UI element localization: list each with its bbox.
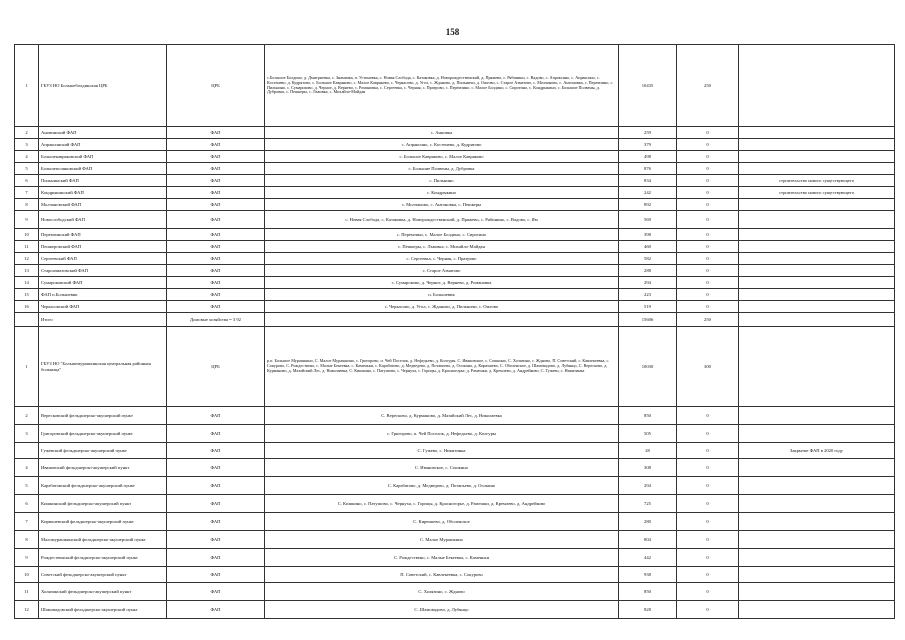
cell-note bbox=[739, 289, 895, 301]
cell-facility-name: Новослободский ФАП bbox=[39, 211, 167, 229]
cell-note bbox=[739, 139, 895, 151]
cell-service-area: С. Малое Мурашкино bbox=[265, 531, 619, 549]
cell-facility-type: Домовые хозяйства = 3 92 bbox=[167, 313, 265, 327]
table-row bbox=[15, 301, 895, 313]
cell-population: 379 bbox=[619, 139, 677, 151]
cell-row-number: 3 bbox=[15, 425, 39, 443]
cell-beds: 300 bbox=[677, 327, 739, 407]
cell-service-area: с. Анновка bbox=[265, 127, 619, 139]
cell-row-number: 1 bbox=[15, 45, 39, 127]
cell-facility-type: ФАП bbox=[167, 253, 265, 265]
cell-service-area: с.Большое Болдино, д. Дмитриевка, с. Знаменка, п. Устиновка, с. Новая Слобода, с. Казаковка, д. Новорождественский, д. Пряжево, с. Рябинино, с. Вадово, с. Апраксино, с. Апраксино, с. Костенево, д. Кудрятово, с. Большое Кавряково, с. Малое Кавряково, с. Черкасово, д. Угол, с. Жданово, д. Пильничи, д. Ожгово, с. Старое Азматово, с. Молчаново, с. Антоновка, с. Перемзино, с. Пильнино, с. Сумароково, д. Черное, д. Вернево, с. Романовка, с. Сергеевка, с. Черная, с. Пратрово, с. Перемзино, с. Малое Болдино, с. Сиротино, с. Кондрыкино, с. Большие Полвены, д. Дубровка, с. Пешкеры, с. Львовка, с. Михайло-Майдан bbox=[265, 45, 619, 127]
cell-note bbox=[739, 425, 895, 443]
cell-note bbox=[739, 163, 895, 175]
cell-service-area: с. Новая Слобода, с. Казаковка, д. Новорождественский, д. Пряжево, с. Рябинино, с. Вадово, с. Ям bbox=[265, 211, 619, 229]
cell-note bbox=[739, 549, 895, 567]
cell-row-number: 11 bbox=[15, 241, 39, 253]
cell-note bbox=[739, 301, 895, 313]
cell-facility-name: Большеполяновский ФАП bbox=[39, 163, 167, 175]
cell-population: 294 bbox=[619, 277, 677, 289]
cell-facility-name: Советский фельдшерско-акушерский пункт bbox=[39, 567, 167, 583]
cell-facility-type: ФАП bbox=[167, 477, 265, 495]
table-row bbox=[15, 187, 895, 199]
cell-beds: 0 bbox=[677, 229, 739, 241]
cell-beds: 0 bbox=[677, 407, 739, 425]
table-row bbox=[15, 513, 895, 531]
cell-service-area: С. Рождествено, с. Малые Бекеевка, с. Каменьки bbox=[265, 549, 619, 567]
cell-row-number: 4 bbox=[15, 459, 39, 477]
cell-row-number: 1 bbox=[15, 327, 39, 407]
table-row bbox=[15, 327, 895, 407]
cell-beds: 0 bbox=[677, 459, 739, 477]
cell-service-area: с. Кондрыкино bbox=[265, 187, 619, 199]
cell-facility-name: Перемзинский ФАП bbox=[39, 229, 167, 241]
table-row bbox=[15, 495, 895, 513]
cell-row-number: 6 bbox=[15, 175, 39, 187]
cell-facility-type: ФАП bbox=[167, 425, 265, 443]
cell-beds: 0 bbox=[677, 513, 739, 531]
cell-service-area: П. Советский, с. Кавлекеевка, с. Сокурово bbox=[265, 567, 619, 583]
cell-facility-type: ФАП bbox=[167, 211, 265, 229]
cell-service-area: с. Пильнино bbox=[265, 175, 619, 187]
table-row bbox=[15, 549, 895, 567]
cell-population: 259 bbox=[619, 127, 677, 139]
cell-row-number: 16 bbox=[15, 301, 39, 313]
cell-facility-name: Вересковский фельдшерско-акушерский пункт bbox=[39, 407, 167, 425]
cell-facility-name: Холязинский фельдшерско-акушерский пункт bbox=[39, 583, 167, 601]
cell-note bbox=[739, 211, 895, 229]
cell-service-area: С. Карабатово, д. Медведево, д. Потапьево, д. Осокино bbox=[265, 477, 619, 495]
cell-population: 308 bbox=[619, 459, 677, 477]
cell-facility-type: ФАП bbox=[167, 229, 265, 241]
table-row bbox=[15, 175, 895, 187]
cell-beds: 0 bbox=[677, 211, 739, 229]
cell-population: 505 bbox=[619, 425, 677, 443]
cell-note bbox=[739, 151, 895, 163]
cell-service-area: р.п. Большое Мурашкино, С. Малое Мурашкино, с. Григорово, п. Чей Поселок, д. Нефедьево, д. Колгуры, С. Ивановское, с. Сошкино, С. Холязино, с. Ждново, П. Советский, с. Кавлекеевка, с. Сокурово, С. Рождествено, с. Малые Бекеевка, с. Каменьки, с. Карабатово, д. Медведево, д. Потапьево, д. Осокино, д. Кирюшево, С. Оболенское, д. Шамовадово, д. Лубянцо, С. Вересково, д. Курманово, д. Мазайский Лес, д. Николаевка, С. Кишкино, с. Патушово, с. Чернуха, с. Горицы, д. Красногорье, д. Рамешки, д. Кремлево, д. Андрейково, С. Гужево, с. Никитинка bbox=[265, 327, 619, 407]
cell-row-number: 2 bbox=[15, 127, 39, 139]
cell-facility-name: Карабатовский фельдшерско-акушерский пункт bbox=[39, 477, 167, 495]
cell-note bbox=[739, 241, 895, 253]
cell-population: 223 bbox=[619, 289, 677, 301]
table-row bbox=[15, 443, 895, 459]
cell-beds: 0 bbox=[677, 163, 739, 175]
cell-service-area: С. Кишкино, с. Патушово, с. Чернуха, с. Горицы, д. Красногорье, д. Рамешки, д. Кремлево, д. Андрейково bbox=[265, 495, 619, 513]
cell-beds: 0 bbox=[677, 583, 739, 601]
table-row bbox=[15, 459, 895, 477]
cell-service-area: п. Большевик bbox=[265, 289, 619, 301]
cell-facility-name: Ановинский ФАП bbox=[39, 127, 167, 139]
cell-population: 242 bbox=[619, 187, 677, 199]
cell-facility-type: ФАП bbox=[167, 175, 265, 187]
cell-row-number: 10 bbox=[15, 229, 39, 241]
table-body bbox=[15, 45, 895, 619]
cell-row-number: 2 bbox=[15, 407, 39, 425]
cell-beds: 0 bbox=[677, 277, 739, 289]
cell-facility-name: ФАП п.Большевик bbox=[39, 289, 167, 301]
table-row bbox=[15, 265, 895, 277]
cell-population: 280 bbox=[619, 513, 677, 531]
cell-beds: 0 bbox=[677, 549, 739, 567]
cell-note bbox=[739, 601, 895, 619]
cell-service-area bbox=[265, 313, 619, 327]
cell-service-area: С. Шамовадово, д. Лубянцо bbox=[265, 601, 619, 619]
cell-facility-name: Кирюшевский фельдшерско-акушерский пункт bbox=[39, 513, 167, 531]
table-row bbox=[15, 151, 895, 163]
cell-population: 442 bbox=[619, 549, 677, 567]
cell-beds: 0 bbox=[677, 127, 739, 139]
cell-facility-name: ГБУЗ НО "Большемурашкинская центральная районная больница" bbox=[39, 327, 167, 407]
cell-facility-name: Кишкинский фельдшерско-акушерский пункт bbox=[39, 495, 167, 513]
cell-service-area: с. Апраксино, с. Костенево, д. Кудрятово bbox=[265, 139, 619, 151]
cell-population: 804 bbox=[619, 531, 677, 549]
cell-facility-name: Кондрыкинский ФАП bbox=[39, 187, 167, 199]
cell-beds: 0 bbox=[677, 253, 739, 265]
cell-population: 10435 bbox=[619, 45, 677, 127]
cell-note bbox=[739, 45, 895, 127]
cell-row-number: 14 bbox=[15, 277, 39, 289]
cell-facility-type: ФАП bbox=[167, 151, 265, 163]
cell-population: 582 bbox=[619, 253, 677, 265]
cell-facility-type: ФАП bbox=[167, 199, 265, 211]
cell-row-number: 11 bbox=[15, 583, 39, 601]
cell-beds: 0 bbox=[677, 567, 739, 583]
cell-note bbox=[739, 477, 895, 495]
cell-population: 850 bbox=[619, 407, 677, 425]
table-row bbox=[15, 477, 895, 495]
cell-facility-type: ФАП bbox=[167, 583, 265, 601]
cell-note: Закрытие ФАП в 2020 году bbox=[739, 443, 895, 459]
cell-row-number bbox=[15, 443, 39, 459]
cell-beds: 0 bbox=[677, 477, 739, 495]
cell-note bbox=[739, 313, 895, 327]
cell-facility-name: Сергеевский ФАП bbox=[39, 253, 167, 265]
cell-facility-name: Пешкеровский ФАП bbox=[39, 241, 167, 253]
cell-service-area: с. Большое Кавряково, с. Малое Кавряково bbox=[265, 151, 619, 163]
cell-population: 569 bbox=[619, 211, 677, 229]
cell-facility-type: ЦРБ bbox=[167, 327, 265, 407]
cell-beds: 0 bbox=[677, 199, 739, 211]
cell-note: строительство нового существующего bbox=[739, 187, 895, 199]
cell-service-area: С. Холязино, с. Ждново bbox=[265, 583, 619, 601]
cell-facility-type: ФАП bbox=[167, 187, 265, 199]
cell-service-area: с. Перемзино, с. Малое Болдино, с. Сиротино bbox=[265, 229, 619, 241]
table-row bbox=[15, 289, 895, 301]
cell-row-number bbox=[15, 313, 39, 327]
facilities-table bbox=[14, 44, 895, 619]
cell-service-area: с. Григорово, п. Чей Поселок, д. Нефедьево, д. Колгуры bbox=[265, 425, 619, 443]
cell-note bbox=[739, 407, 895, 425]
cell-note bbox=[739, 495, 895, 513]
cell-population: 850 bbox=[619, 583, 677, 601]
cell-row-number: 12 bbox=[15, 253, 39, 265]
cell-service-area: с. Черкасово, д. Угол, с. Жданово, д. Пильничи, с. Ожгово bbox=[265, 301, 619, 313]
cell-service-area: с. Сумароково, д. Черное, д. Вернево, д. Романовка bbox=[265, 277, 619, 289]
cell-facility-type: ФАП bbox=[167, 277, 265, 289]
cell-row-number: 6 bbox=[15, 495, 39, 513]
cell-row-number: 13 bbox=[15, 265, 39, 277]
cell-facility-name: ГБУЗ НО Большеболдинская ЦРБ bbox=[39, 45, 167, 127]
cell-facility-name: Сумароковский ФАП bbox=[39, 277, 167, 289]
cell-row-number: 15 bbox=[15, 289, 39, 301]
cell-facility-type: ФАП bbox=[167, 289, 265, 301]
cell-facility-name: Староазматовский ФАП bbox=[39, 265, 167, 277]
cell-population: 519 bbox=[619, 301, 677, 313]
cell-population: 828 bbox=[619, 601, 677, 619]
cell-note bbox=[739, 583, 895, 601]
table-row bbox=[15, 407, 895, 425]
cell-population: 10030 bbox=[619, 327, 677, 407]
cell-row-number: 7 bbox=[15, 187, 39, 199]
cell-facility-type: ФАП bbox=[167, 601, 265, 619]
cell-facility-name: Черкасовский ФАП bbox=[39, 301, 167, 313]
table-row bbox=[15, 241, 895, 253]
cell-row-number: 9 bbox=[15, 211, 39, 229]
cell-population: 15606 bbox=[619, 313, 677, 327]
cell-facility-type: ФАП bbox=[167, 265, 265, 277]
cell-facility-type: ФАП bbox=[167, 139, 265, 151]
table-row bbox=[15, 253, 895, 265]
cell-service-area: с. Большие Полвены, д. Дубровка bbox=[265, 163, 619, 175]
cell-row-number: 5 bbox=[15, 163, 39, 175]
cell-row-number: 3 bbox=[15, 139, 39, 151]
table-row bbox=[15, 139, 895, 151]
cell-facility-type: ФАП bbox=[167, 241, 265, 253]
cell-beds: 0 bbox=[677, 425, 739, 443]
cell-facility-type: ФАП bbox=[167, 549, 265, 567]
cell-facility-type: ФАП bbox=[167, 531, 265, 549]
cell-facility-name: Шамовадовский фельдшерско-акушерский пункт bbox=[39, 601, 167, 619]
cell-facility-type: ФАП bbox=[167, 495, 265, 513]
cell-facility-type: ФАП bbox=[167, 407, 265, 425]
cell-note bbox=[739, 199, 895, 211]
table-row bbox=[15, 127, 895, 139]
cell-facility-name: Ивановский фельдшерско-акушерский пункт bbox=[39, 459, 167, 477]
table-row bbox=[15, 583, 895, 601]
cell-population: 876 bbox=[619, 163, 677, 175]
cell-facility-type: ФАП bbox=[167, 163, 265, 175]
cell-population: 294 bbox=[619, 477, 677, 495]
cell-beds: 0 bbox=[677, 151, 739, 163]
cell-note bbox=[739, 229, 895, 241]
cell-facility-type: ФАП bbox=[167, 567, 265, 583]
cell-service-area: С. Ивановское, с. Сошкино bbox=[265, 459, 619, 477]
cell-population: 938 bbox=[619, 567, 677, 583]
cell-row-number: 7 bbox=[15, 513, 39, 531]
table-row bbox=[15, 45, 895, 127]
cell-beds: 0 bbox=[677, 495, 739, 513]
cell-facility-type: ФАП bbox=[167, 513, 265, 531]
cell-facility-type: ФАП bbox=[167, 301, 265, 313]
cell-service-area: с. Молчаново, с. Антоновка, с. Пешкеры bbox=[265, 199, 619, 211]
cell-facility-name: Гужевский фельдшерско-акушерский пункт bbox=[39, 443, 167, 459]
cell-facility-type: ФАП bbox=[167, 459, 265, 477]
cell-population: 460 bbox=[619, 241, 677, 253]
cell-beds: 250 bbox=[677, 313, 739, 327]
cell-facility-type: ФАП bbox=[167, 127, 265, 139]
cell-beds: 250 bbox=[677, 45, 739, 127]
cell-note bbox=[739, 531, 895, 549]
cell-service-area: с. Старое Азматово bbox=[265, 265, 619, 277]
table-row bbox=[15, 601, 895, 619]
page-number: 158 bbox=[445, 27, 460, 37]
cell-beds: 0 bbox=[677, 187, 739, 199]
cell-beds: 0 bbox=[677, 531, 739, 549]
cell-note bbox=[739, 513, 895, 531]
cell-facility-type: ЦРБ bbox=[167, 45, 265, 127]
cell-beds: 0 bbox=[677, 601, 739, 619]
table-row bbox=[15, 199, 895, 211]
cell-note bbox=[739, 253, 895, 265]
cell-facility-name: Апраксинский ФАП bbox=[39, 139, 167, 151]
cell-beds: 0 bbox=[677, 301, 739, 313]
cell-row-number: 8 bbox=[15, 531, 39, 549]
cell-facility-name: Итого bbox=[39, 313, 167, 327]
cell-note bbox=[739, 277, 895, 289]
table-row bbox=[15, 425, 895, 443]
cell-note bbox=[739, 327, 895, 407]
table-row bbox=[15, 229, 895, 241]
cell-service-area: с. Пешкеры, с. Львовка, с. Михайло-Майдан bbox=[265, 241, 619, 253]
table-row bbox=[15, 567, 895, 583]
table-row bbox=[15, 163, 895, 175]
cell-service-area: с. Сергеевка, с. Черная, с. Пратрово bbox=[265, 253, 619, 265]
cell-population: 498 bbox=[619, 151, 677, 163]
table-row bbox=[15, 313, 895, 327]
cell-service-area: С. Кирюшево, д. Оболенское bbox=[265, 513, 619, 531]
cell-beds: 0 bbox=[677, 443, 739, 459]
cell-population: 28 bbox=[619, 443, 677, 459]
cell-row-number: 4 bbox=[15, 151, 39, 163]
cell-beds: 0 bbox=[677, 289, 739, 301]
cell-facility-type: ФАП bbox=[167, 443, 265, 459]
cell-row-number: 9 bbox=[15, 549, 39, 567]
cell-beds: 0 bbox=[677, 139, 739, 151]
cell-facility-name: Григоровский фельдшерско-акушерский пункт bbox=[39, 425, 167, 443]
cell-note: строительство нового существующего bbox=[739, 175, 895, 187]
cell-row-number: 5 bbox=[15, 477, 39, 495]
cell-population: 892 bbox=[619, 199, 677, 211]
cell-note bbox=[739, 459, 895, 477]
cell-population: 288 bbox=[619, 265, 677, 277]
cell-service-area: С. Вересково, д. Курманово, д. Мазайский Лес, д. Николаевка bbox=[265, 407, 619, 425]
cell-facility-name: Маломурашкинский фельдшерско-акушерский пункт bbox=[39, 531, 167, 549]
cell-row-number: 12 bbox=[15, 601, 39, 619]
cell-facility-name: Пильнинский ФАП bbox=[39, 175, 167, 187]
cell-note bbox=[739, 567, 895, 583]
cell-note bbox=[739, 127, 895, 139]
cell-beds: 0 bbox=[677, 265, 739, 277]
cell-beds: 0 bbox=[677, 175, 739, 187]
table-row bbox=[15, 531, 895, 549]
table-row bbox=[15, 277, 895, 289]
table-row bbox=[15, 211, 895, 229]
cell-population: 834 bbox=[619, 175, 677, 187]
cell-facility-name: Рождественский фельдшерско-акушерский пункт bbox=[39, 549, 167, 567]
cell-beds: 0 bbox=[677, 241, 739, 253]
cell-facility-name: Большекавряковский ФАП bbox=[39, 151, 167, 163]
cell-note bbox=[739, 265, 895, 277]
cell-facility-name: Молчановский ФАП bbox=[39, 199, 167, 211]
cell-service-area: С. Гужево, с. Никитинка bbox=[265, 443, 619, 459]
cell-row-number: 10 bbox=[15, 567, 39, 583]
cell-population: 725 bbox=[619, 495, 677, 513]
cell-row-number: 8 bbox=[15, 199, 39, 211]
cell-population: 398 bbox=[619, 229, 677, 241]
